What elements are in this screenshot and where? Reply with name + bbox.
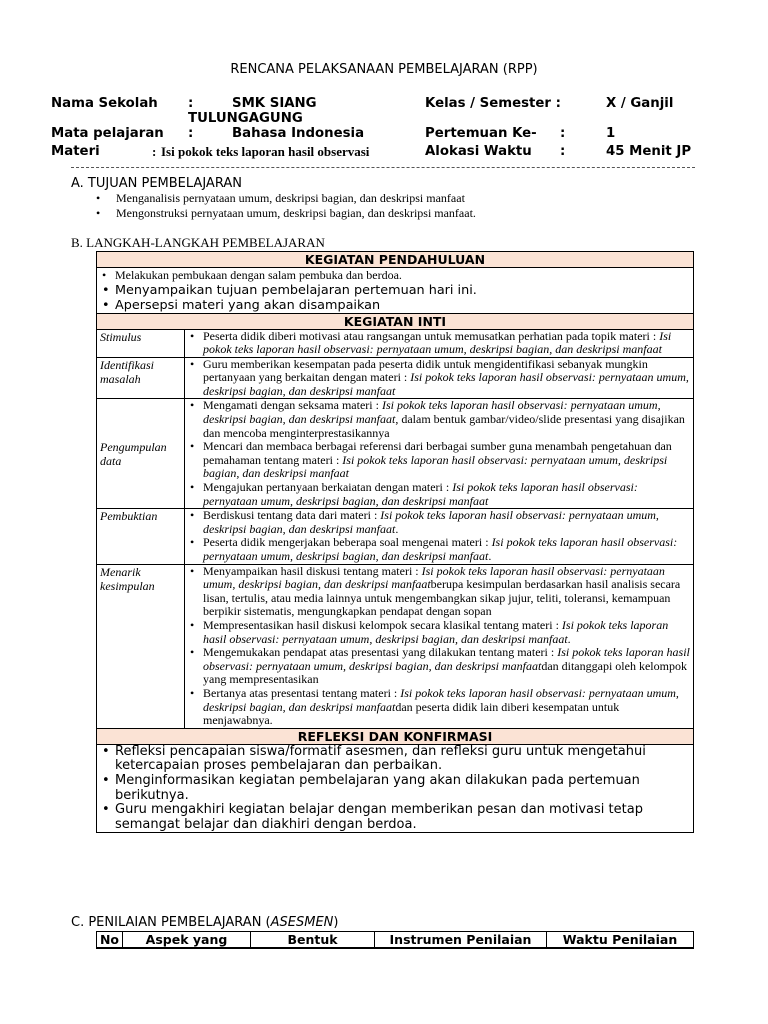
list-item: • Peserta didik mengerjakan beberapa soal mengenai materi : Isi pokok teks laporan hasil observasi: pernyataan umum, deskripsi bagian, dan deskripsi manfaat. (188, 536, 690, 563)
mapel-value: Bahasa Indonesia (232, 126, 365, 141)
table-header-row (97, 932, 694, 949)
materi-value: Isi pokok teks laporan hasil observasi (161, 144, 370, 159)
materi-colon: : (152, 144, 157, 159)
pertemuan-value: 1 (606, 126, 616, 141)
alokasi-label: Alokasi Waktu (425, 144, 532, 159)
section-a-title: A. TUJUAN PEMBELAJARAN (71, 176, 242, 191)
stage-label: Stimulus (97, 329, 185, 357)
list-item: • Berdiskusi tentang data dari materi : Isi pokok teks laporan hasil observasi: pernyataan umum, deskripsi bagian, dan deskripsi manfaat. (188, 509, 690, 536)
list-item: • Mempresentasikan hasil diskusi kelompok secara klasikal tentang materi : Isi pokok teks laporan hasil observasi: pernyataan umum, deskripsi bagian, dan deskripsi manfaat. (188, 619, 690, 646)
list-item: • Mengajukan pertanyaan berkaiatan dengan materi : Isi pokok teks laporan hasil observasi: pernyataan umum, deskripsi bagian, dan deskripsi manfaat (188, 481, 690, 508)
table-row (97, 564, 694, 728)
penilaian-table (96, 931, 694, 949)
column-header: Instrumen Penilaian (375, 932, 547, 949)
tujuan-list (96, 191, 696, 221)
list-item: • Guru mengakhiri kegiatan belajar dengan memberikan pesan dan motivasi tetap semangat belajar dan diakhiri dengan berdoa. (100, 803, 690, 832)
table-row (97, 509, 694, 564)
stage-label: Menarik kesimpulan (97, 564, 185, 728)
list-item: • Guru memberikan kesempatan pada peserta didik untuk mengidentifikasi sebanyak mungkin pertanyaan yang berkaitan dengan materi : Isi pokok teks laporan hasil observasi: pernyataan umum, deskripsi bagian, dan deskripsi manfaat (188, 358, 690, 399)
stage-label: Identifikasi masalah (97, 357, 185, 399)
list-item: • Mengemukakan pendapat atas presentasi yang dilakukan tentang materi : Isi pokok teks laporan hasil observasi: pernyataan umum, deskripsi bagian, dan deskripsi manfaatdan ditanggapi oleh kelompok yang mempresentasikan (188, 646, 690, 687)
list-item: • Menyampaikan tujuan pembelajaran pertemuan hari ini. (100, 283, 690, 298)
stage-label: Pengumpulan data (97, 399, 185, 509)
list-item: • Menginformasikan kegiatan pembelajaran yang akan dilakukan pada pertemuan berikutnya. (100, 774, 690, 803)
refleksi-body (97, 744, 694, 833)
stage-label: Pembuktian (97, 509, 185, 564)
section-b-title: B. LANGKAH-LANGKAH PEMBELAJARAN (71, 235, 325, 250)
pendahuluan-heading: KEGIATAN PENDAHULUAN (97, 252, 694, 268)
document-title: RENCANA PELAKSANAAN PEMBELAJARAN (RPP) (230, 62, 538, 77)
section-c-title: C. PENILAIAN PEMBELAJARAN (ASESMEN) (71, 915, 339, 930)
list-item: • Mengamati dengan seksama materi : Isi pokok teks laporan hasil observasi: pernyataan umum, deskripsi bagian, dan deskripsi manfaat, dalam bentuk gambar/video/slide presentasi yang disajikan dan mencoba menginterprestasikannya (188, 399, 690, 440)
alokasi-colon: : (560, 144, 566, 159)
sekolah-label: Nama Sekolah (51, 96, 158, 111)
column-header: Waktu Penilaian (547, 932, 694, 949)
sekolah-colon: : (188, 96, 194, 111)
mapel-label: Mata pelajaran (51, 126, 164, 141)
list-item: • Mencari dan membaca berbagai referensi dari berbagai sumber guna menambah pengetahuan dan pemahaman tentang materi : Isi pokok teks laporan hasil observasi: pernyataan umum, deskripsi bagian, dan deskripsi manfaat (188, 440, 690, 481)
pertemuan-label: Pertemuan Ke- (425, 126, 537, 141)
pendahuluan-body (97, 268, 694, 314)
list-item: • Bertanya atas presentasi tentang materi : Isi pokok teks laporan hasil observasi: pernyataan umum, deskripsi bagian, dan deskripsi manfaatdan peserta didik lain diberi kesempatan untuk menjawabnya. (188, 687, 690, 728)
table-row (97, 357, 694, 399)
column-header: No (97, 932, 123, 949)
materi-label: Materi (51, 144, 100, 159)
column-header: Aspek yang (123, 932, 251, 949)
langkah-table (96, 251, 694, 833)
list-item: • Melakukan pembukaan dengan salam pembuka dan berdoa. (100, 268, 690, 283)
kelas-value: X / Ganjil (606, 96, 674, 111)
kelas-label: Kelas / Semester : (425, 96, 561, 111)
list-item: • Menyampaikan hasil diskusi tentang materi : Isi pokok teks laporan hasil observasi: pernyataan umum, deskripsi bagian, dan deskripsi manfaatberupa kesimpulan berdasarkan hasil analisis secara lisan, tertulis, atau media lainnya untuk mengembangkan sikap jujur, teliti, toleransi, kemampuan berpikir sistematis, mengungkapkan pendapat dengan sopan (188, 565, 690, 619)
column-header: Bentuk (251, 932, 375, 949)
table-row (97, 399, 694, 509)
list-item: • Menganalisis pernyataan umum, deskripsi bagian, dan deskripsi manfaat (96, 191, 696, 206)
inti-heading: KEGIATAN INTI (97, 313, 694, 329)
alokasi-value: 45 Menit JP (606, 144, 692, 159)
list-item: • Refleksi pencapaian siswa/formatif asesmen, dan refleksi guru untuk mengetahui ketercapaian proses pembelajaran dan perbaikan. (100, 745, 690, 774)
table-row (97, 329, 694, 357)
refleksi-heading: REFLEKSI DAN KONFIRMASI (97, 728, 694, 744)
list-item: • Mengonstruksi pernyataan umum, deskripsi bagian, dan deskripsi manfaat. (96, 206, 696, 221)
mapel-colon: : (188, 126, 194, 141)
sekolah-value-line2: TULUNGAGUNG (188, 111, 303, 126)
list-item: • Peserta didik diberi motivasi atau rangsangan untuk memusatkan perhatian pada topik materi : Isi pokok teks laporan hasil observasi: pernyataan umum, deskripsi bagian, dan deskripsi manfaat (188, 330, 690, 357)
divider (71, 167, 695, 168)
list-item: • Apersepsi materi yang akan disampaikan (100, 298, 690, 313)
sekolah-value: SMK SIANG (232, 96, 317, 111)
pertemuan-colon: : (560, 126, 566, 141)
